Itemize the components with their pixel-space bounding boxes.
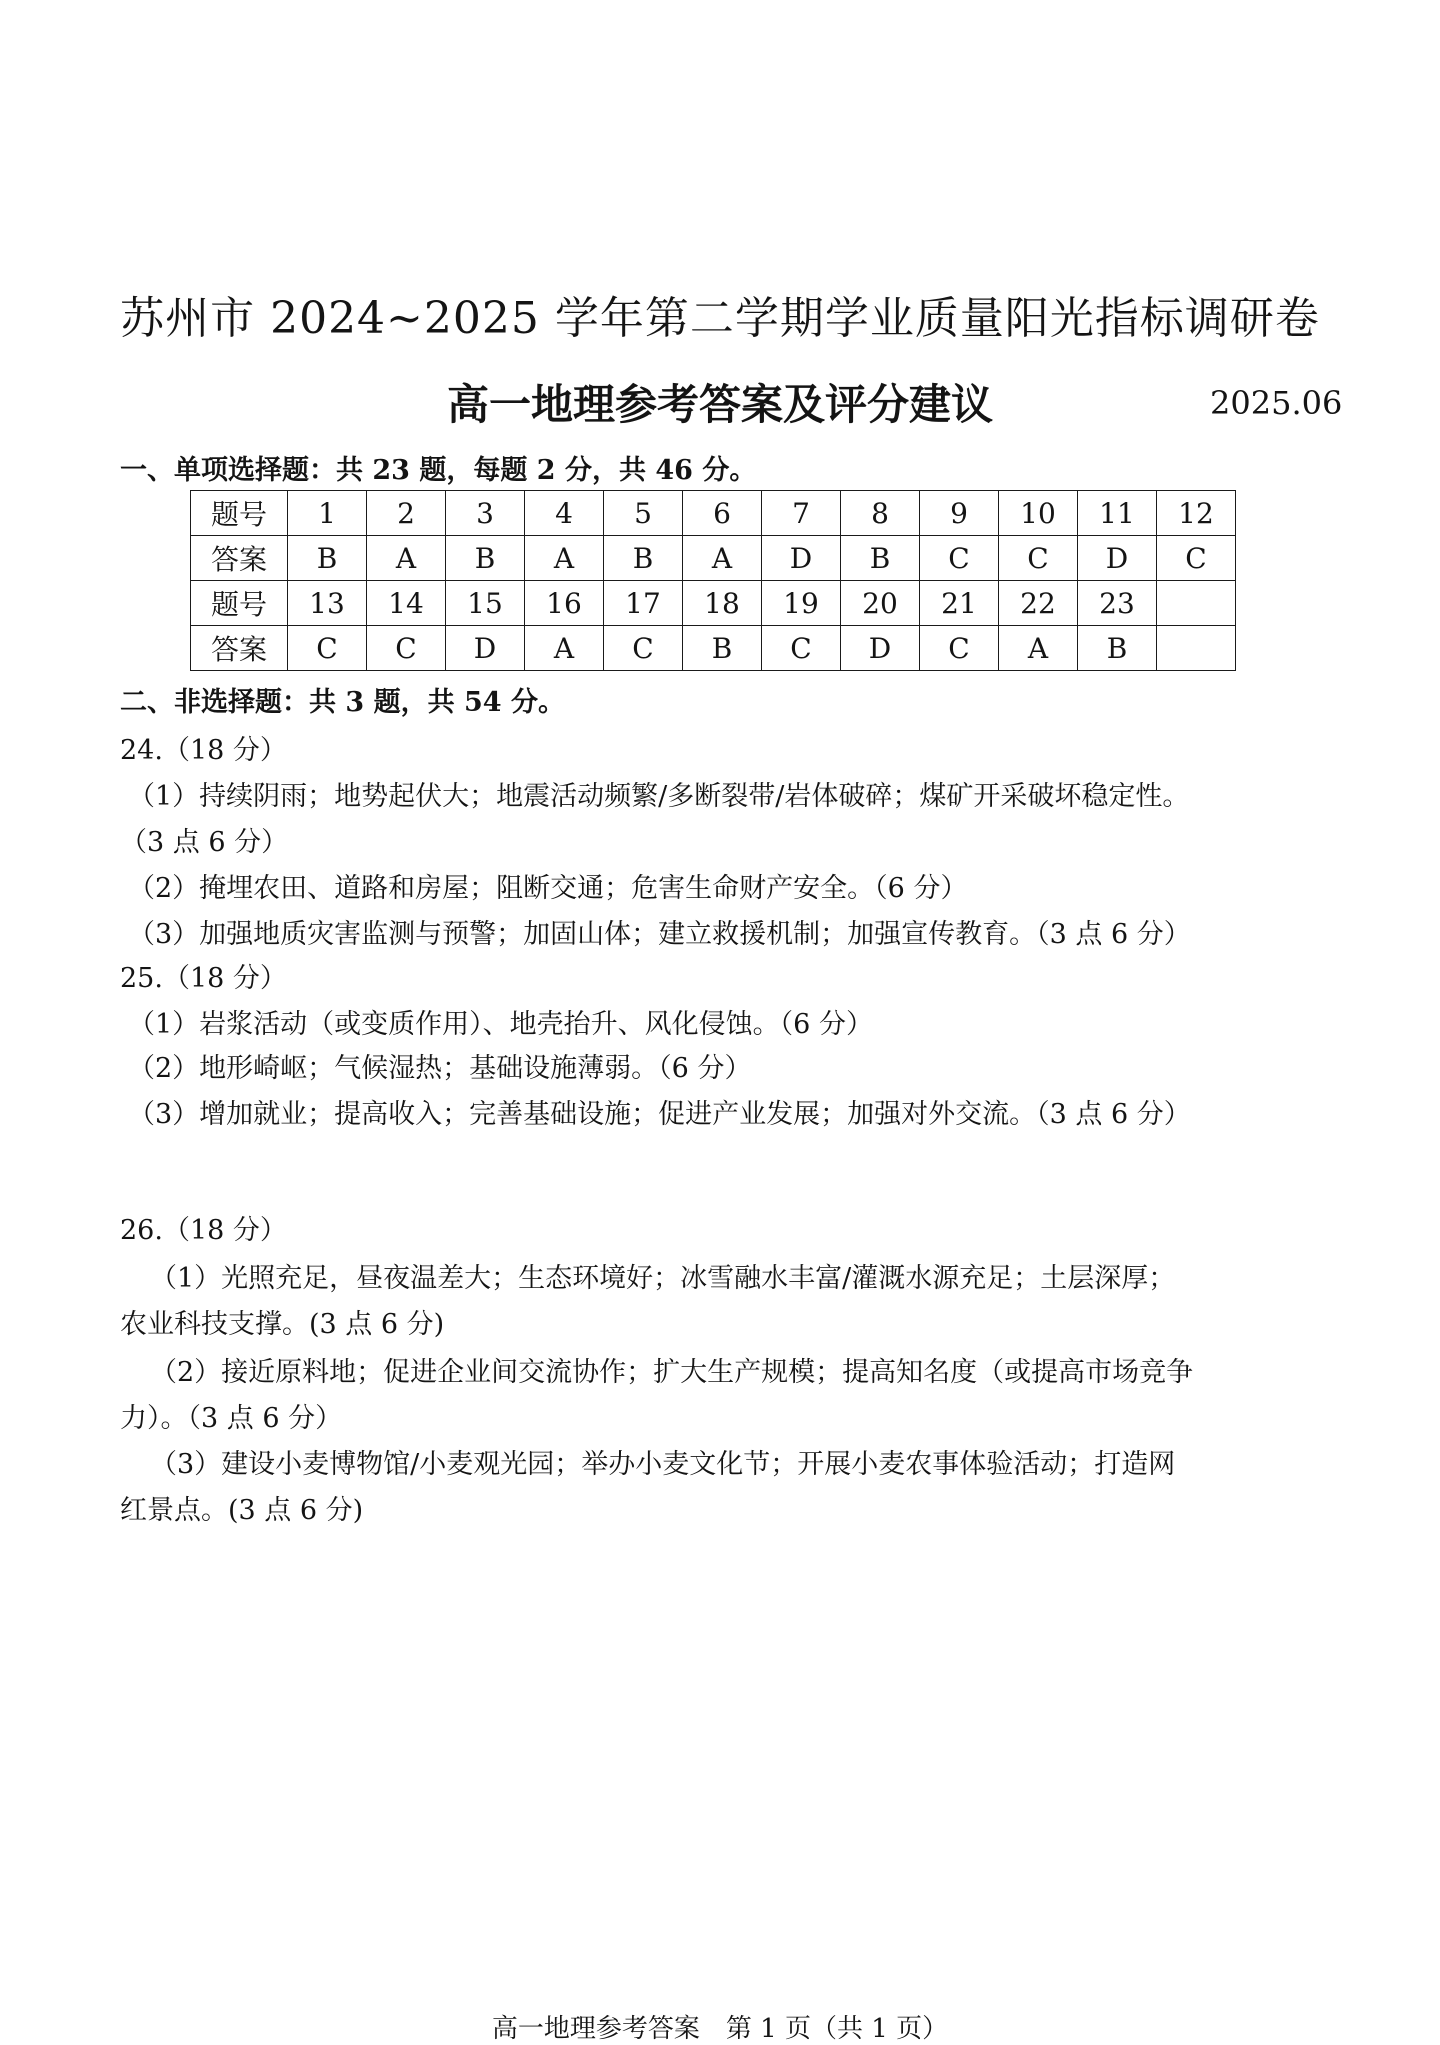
table-cell: B (683, 626, 762, 671)
table-cell: 15 (446, 581, 525, 626)
page-footer: 高一地理参考答案 第 1 页（共 1 页） (491, 2014, 949, 2044)
table-cell: 6 (683, 491, 762, 536)
q25-answer-1: （1）岩浆活动（或变质作用）、地壳抬升、风化侵蚀。（6 分） (128, 1009, 873, 1040)
table-cell: 21 (920, 581, 999, 626)
table-cell: 2 (367, 491, 446, 536)
table-cell: C (367, 626, 446, 671)
q26-answer-3: （3）建设小麦博物馆/小麦观光园；举办小麦文化节；开展小麦农事体验活动；打造网 (150, 1449, 1176, 1480)
page-subtitle: 高一地理参考答案及评分建议 (446, 380, 993, 429)
q24-answer-1-continued: （3 点 6 分） (120, 827, 289, 858)
table-cell: 22 (999, 581, 1078, 626)
question-26-title: 26.（18 分） (120, 1215, 287, 1246)
q26-answer-1-continued: 农业科技支撑。(3 点 6 分) (120, 1309, 445, 1340)
table-cell: 9 (920, 491, 999, 536)
table-cell: A (367, 536, 446, 581)
q24-answer-2: （2）掩埋农田、道路和房屋；阻断交通；危害生命财产安全。（6 分） (128, 873, 968, 904)
table-cell: D (1078, 536, 1157, 581)
table-cell: C (999, 536, 1078, 581)
table-cell: 4 (525, 491, 604, 536)
section-1-heading: 一、单项选择题：共 23 题，每题 2 分，共 46 分。 (120, 455, 757, 486)
q25-answer-3: （3）增加就业；提高收入；完善基础设施；促进产业发展；加强对外交流。（3 点 6 分） (128, 1099, 1191, 1130)
table-row-numbers-1 (191, 491, 1236, 536)
table-cell: C (288, 626, 367, 671)
table-cell: C (920, 626, 999, 671)
table-cell: B (288, 536, 367, 581)
table-row-numbers-2 (191, 581, 1236, 626)
q26-answer-3-continued: 红景点。(3 点 6 分) (120, 1495, 364, 1526)
answer-table (190, 490, 1236, 671)
table-cell: 13 (288, 581, 367, 626)
section-2-heading: 二、非选择题：共 3 题，共 54 分。 (120, 687, 565, 718)
table-cell: C (1157, 536, 1236, 581)
table-cell: 19 (762, 581, 841, 626)
table-cell: 3 (446, 491, 525, 536)
q26-answer-1: （1）光照充足，昼夜温差大；生态环境好；冰雪融水丰富/灌溉水源充足；土层深厚； (150, 1263, 1176, 1294)
row-label-answer: 答案 (191, 536, 288, 581)
table-cell: 12 (1157, 491, 1236, 536)
question-25-title: 25.（18 分） (120, 963, 287, 994)
q24-answer-3: （3）加强地质灾害监测与预警；加固山体；建立救援机制；加强宣传教育。（3 点 6 分） (128, 919, 1191, 950)
table-cell: C (762, 626, 841, 671)
table-cell: D (762, 536, 841, 581)
document-date: 2025.06 (1210, 384, 1343, 422)
table-cell: A (999, 626, 1078, 671)
table-row-answers-2 (191, 626, 1236, 671)
question-24-title: 24.（18 分） (120, 735, 287, 766)
table-cell: C (604, 626, 683, 671)
table-cell: B (446, 536, 525, 581)
table-cell: A (683, 536, 762, 581)
q24-answer-1: （1）持续阴雨；地势起伏大；地震活动频繁/多断裂带/岩体破碎；煤矿开采破坏稳定性。 (128, 781, 1190, 812)
table-cell: A (525, 536, 604, 581)
table-cell: B (604, 536, 683, 581)
table-cell: 10 (999, 491, 1078, 536)
row-label-question: 题号 (191, 581, 288, 626)
table-cell: 8 (841, 491, 920, 536)
table-cell: 1 (288, 491, 367, 536)
q25-answer-2: （2）地形崎岖；气候湿热；基础设施薄弱。（6 分） (128, 1053, 752, 1084)
table-cell (1157, 626, 1236, 671)
table-cell: 20 (841, 581, 920, 626)
table-cell: A (525, 626, 604, 671)
table-cell: 7 (762, 491, 841, 536)
table-cell: 16 (525, 581, 604, 626)
row-label-question: 题号 (191, 491, 288, 536)
row-label-answer: 答案 (191, 626, 288, 671)
table-cell: C (920, 536, 999, 581)
table-cell (1157, 581, 1236, 626)
table-cell: B (1078, 626, 1157, 671)
q26-answer-2: （2）接近原料地；促进企业间交流协作；扩大生产规模；提高知名度（或提高市场竞争 (150, 1357, 1194, 1388)
table-cell: 11 (1078, 491, 1157, 536)
table-cell: D (841, 626, 920, 671)
page-title: 苏州市 2024~2025 学年第二学期学业质量阳光指标调研卷 (120, 293, 1320, 344)
table-cell: B (841, 536, 920, 581)
table-row-answers-1 (191, 536, 1236, 581)
table-cell: 23 (1078, 581, 1157, 626)
table-cell: 18 (683, 581, 762, 626)
q26-answer-2-continued: 力）。（3 点 6 分） (120, 1403, 343, 1434)
table-cell: 17 (604, 581, 683, 626)
table-cell: 14 (367, 581, 446, 626)
table-cell: 5 (604, 491, 683, 536)
table-cell: D (446, 626, 525, 671)
